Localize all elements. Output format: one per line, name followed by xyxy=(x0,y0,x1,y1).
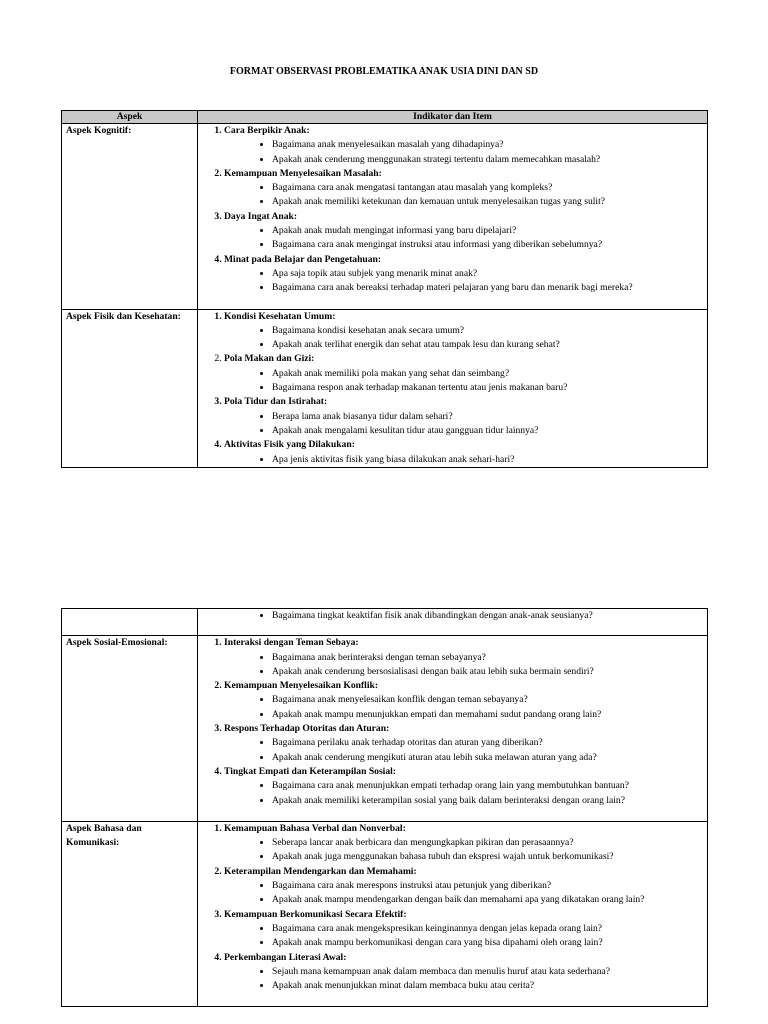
indicator-label: Kemampuan Menyelesaikan Konflik: xyxy=(224,680,379,692)
indicator-group xyxy=(224,951,703,994)
indicator-group xyxy=(224,865,703,908)
item: • Bagaimana cara anak menunjukkan empati terhadap orang lain yang membutuhkan bantuan? xyxy=(272,779,703,793)
item-list xyxy=(224,410,703,439)
item: • Bagaimana cara anak mengekspresikan keinginannya dengan jelas kepada orang lain? xyxy=(272,922,703,936)
item-list xyxy=(224,836,703,865)
indicator-label: Minat pada Belajar dan Pengetahuan: xyxy=(224,253,382,265)
item-list xyxy=(224,651,703,680)
item: • Bagaimana perilaku anak terhadap otoritas dan aturan yang diberikan? xyxy=(272,736,703,750)
indicator-label: Tingkat Empati dan Keterampilan Sosial: xyxy=(224,765,397,777)
item-list xyxy=(224,181,703,210)
item: • Apa saja topik atau subjek yang menarik minat anak? xyxy=(272,267,703,281)
item: • Bagaimana respon anak terhadap makanan tertentu atau jenis makanan baru? xyxy=(272,381,703,395)
indicator-cell xyxy=(198,821,708,1007)
item: • Apakah anak cenderung mengikuti aturan atau lebih suka melawan aturan yang ada? xyxy=(272,751,703,765)
item-list xyxy=(224,367,703,396)
observation-table-page-1 xyxy=(61,110,708,468)
indicator-group xyxy=(224,210,703,253)
item: • Berapa lama anak biasanya tidur dalam sehari? xyxy=(272,410,703,424)
item-list xyxy=(224,267,703,296)
indicator-cell xyxy=(198,609,708,636)
indicator-group xyxy=(224,395,703,438)
item: • Apakah anak memiliki pola makan yang sehat dan seimbang? xyxy=(272,367,703,381)
indicator-group xyxy=(224,765,703,808)
item: • Bagaimana tingkat keaktifan fisik anak dibandingkan dengan anak-anak seusianya? xyxy=(272,609,703,623)
aspect-cell xyxy=(62,821,198,1007)
continuation-row xyxy=(62,609,708,636)
item-list xyxy=(224,965,703,994)
indicator-group xyxy=(224,352,703,395)
item: • Bagaimana cara anak bereaksi terhadap materi pelajaran yang baru dan menarik bagi mereka? xyxy=(272,281,703,295)
indicator-cell xyxy=(198,309,708,467)
item: • Bagaimana cara anak mengingat instruksi atau informasi yang diberikan sebelumnya? xyxy=(272,238,703,252)
aspect-row-fisik xyxy=(62,309,708,467)
indicator-group xyxy=(224,822,703,865)
item-list xyxy=(224,224,703,253)
indicator-group xyxy=(224,722,703,765)
aspect-name: Aspek Kognitif: xyxy=(66,125,132,136)
indicator-group xyxy=(224,636,703,679)
item: • Bagaimana anak menyelesaikan masalah yang dihadapinya? xyxy=(272,138,703,152)
item: • Bagaimana kondisi kesehatan anak secara umum? xyxy=(272,324,703,338)
aspect-name: Aspek Sosial-Emosional: xyxy=(66,637,168,649)
item: • Apakah anak memiliki keterampilan sosial yang baik dalam berinteraksi dengan orang lain? xyxy=(272,794,703,808)
aspect-cell xyxy=(62,309,198,467)
item: • Apakah anak mampu berkomunikasi dengan cara yang bisa dipahami oleh orang lain? xyxy=(272,936,703,950)
indicator-label: Kemampuan Berkomunikasi Secara Efektif: xyxy=(224,908,407,920)
item-list xyxy=(224,138,703,167)
indicator-label: Perkembangan Literasi Awal: xyxy=(224,951,347,963)
indicator-group xyxy=(224,310,703,353)
item-list xyxy=(224,693,703,722)
item: • Apakah anak cenderung bersosialisasi dengan baik atau lebih suka bermain sendiri? xyxy=(272,665,703,679)
indicator-group xyxy=(224,167,703,210)
indicator-label: Kemampuan Menyelesaikan Masalah: xyxy=(224,167,382,179)
item: • Apakah anak menunjukkan minat dalam membaca buku atau cerita? xyxy=(272,979,703,993)
indicator-label: Pola Makan dan Gizi: xyxy=(224,353,315,365)
item: • Apakah anak juga menggunakan bahasa tubuh dan ekspresi wajah untuk berkomunikasi? xyxy=(272,850,703,864)
item: • Seberapa lancar anak berbicara dan mengungkapkan pikiran dan perasaannya? xyxy=(272,836,703,850)
item: • Apakah anak terlihat energik dan sehat atau tampak lesu dan kurang sehat? xyxy=(272,338,703,352)
aspect-row-kognitif xyxy=(62,124,708,310)
indicator-label: Daya Ingat Anak: xyxy=(224,210,298,222)
aspect-cell xyxy=(62,124,198,310)
item-list xyxy=(224,879,703,908)
item: • Apakah anak mampu menunjukkan empati dan memahami sudut pandang orang lain? xyxy=(272,708,703,722)
item: • Bagaimana anak menyelesaikan konflik dengan teman sebayanya? xyxy=(272,693,703,707)
item-list xyxy=(202,609,703,623)
indicator-label: Pola Tidur dan Istirahat: xyxy=(224,396,328,408)
indicator-group xyxy=(224,679,703,722)
aspect-name: Aspek Fisik dan Kesehatan: xyxy=(66,310,181,322)
item: • Bagaimana cara anak merespons instruksi atau petunjuk yang diberikan? xyxy=(272,879,703,893)
item: • Apakah anak memiliki ketekunan dan kemauan untuk menyelesaikan tugas yang sulit? xyxy=(272,195,703,209)
indicator-cell xyxy=(198,636,708,822)
item: • Apakah anak cenderung menggunakan strategi tertentu dalam memecahkan masalah? xyxy=(272,153,703,167)
item: • Apakah anak mengalami kesulitan tidur atau gangguan tidur lainnya? xyxy=(272,424,703,438)
item-list xyxy=(224,736,703,765)
indicator-list xyxy=(202,636,703,808)
indicator-label: Cara Berpikir Anak: xyxy=(224,125,310,136)
indicator-label: Kondisi Kesehatan Umum: xyxy=(224,310,336,322)
aspect-row-sosial-emosional xyxy=(62,636,708,822)
item: • Sejauh mana kemampuan anak dalam membaca dan menulis huruf atau kata sederhana? xyxy=(272,965,703,979)
table-header-row xyxy=(62,111,708,124)
indicator-group xyxy=(224,253,703,296)
indicator-list xyxy=(202,310,703,467)
header-aspek: Aspek xyxy=(62,111,198,124)
indicator-group xyxy=(224,438,703,467)
item-list xyxy=(224,324,703,353)
header-indikator: Indikator dan Item xyxy=(198,111,708,124)
indicator-group xyxy=(224,908,703,951)
item: • Apa jenis aktivitas fisik yang biasa dilakukan anak sehari-hari? xyxy=(272,453,703,467)
indicator-list xyxy=(202,822,703,994)
aspect-name: Aspek Bahasa dan Komunikasi: xyxy=(66,822,142,849)
item-list xyxy=(224,453,703,467)
item-list xyxy=(224,922,703,951)
observation-table-page-2 xyxy=(61,608,708,1007)
aspect-cell xyxy=(62,636,198,822)
aspect-row-bahasa-komunikasi xyxy=(62,821,708,1007)
indicator-group xyxy=(224,124,703,167)
item: • Bagaimana cara anak mengatasi tantangan atau masalah yang kompleks? xyxy=(272,181,703,195)
item-list xyxy=(224,779,703,808)
indicator-cell xyxy=(198,124,708,310)
document-title: FORMAT OBSERVASI PROBLEMATIKA ANAK USIA DINI DAN SD xyxy=(229,66,539,77)
item: • Apakah anak mampu mendengarkan dengan baik dan memahami apa yang dikatakan orang lain? xyxy=(272,893,703,907)
aspect-cell xyxy=(62,609,198,636)
indicator-label: Respons Terhadap Otoritas dan Aturan: xyxy=(224,723,390,735)
indicator-label: Aktivitas Fisik yang Dilakukan: xyxy=(224,439,355,451)
item: • Bagaimana anak berinteraksi dengan teman sebayanya? xyxy=(272,651,703,665)
indicator-label: Kemampuan Bahasa Verbal dan Nonverbal: xyxy=(224,822,406,834)
indicator-label: Keterampilan Mendengarkan dan Memahami: xyxy=(224,865,417,877)
item: • Apakah anak mudah mengingat informasi yang baru dipelajari? xyxy=(272,224,703,238)
indicator-label: Interaksi dengan Teman Sebaya: xyxy=(224,637,359,649)
indicator-list xyxy=(202,124,703,296)
